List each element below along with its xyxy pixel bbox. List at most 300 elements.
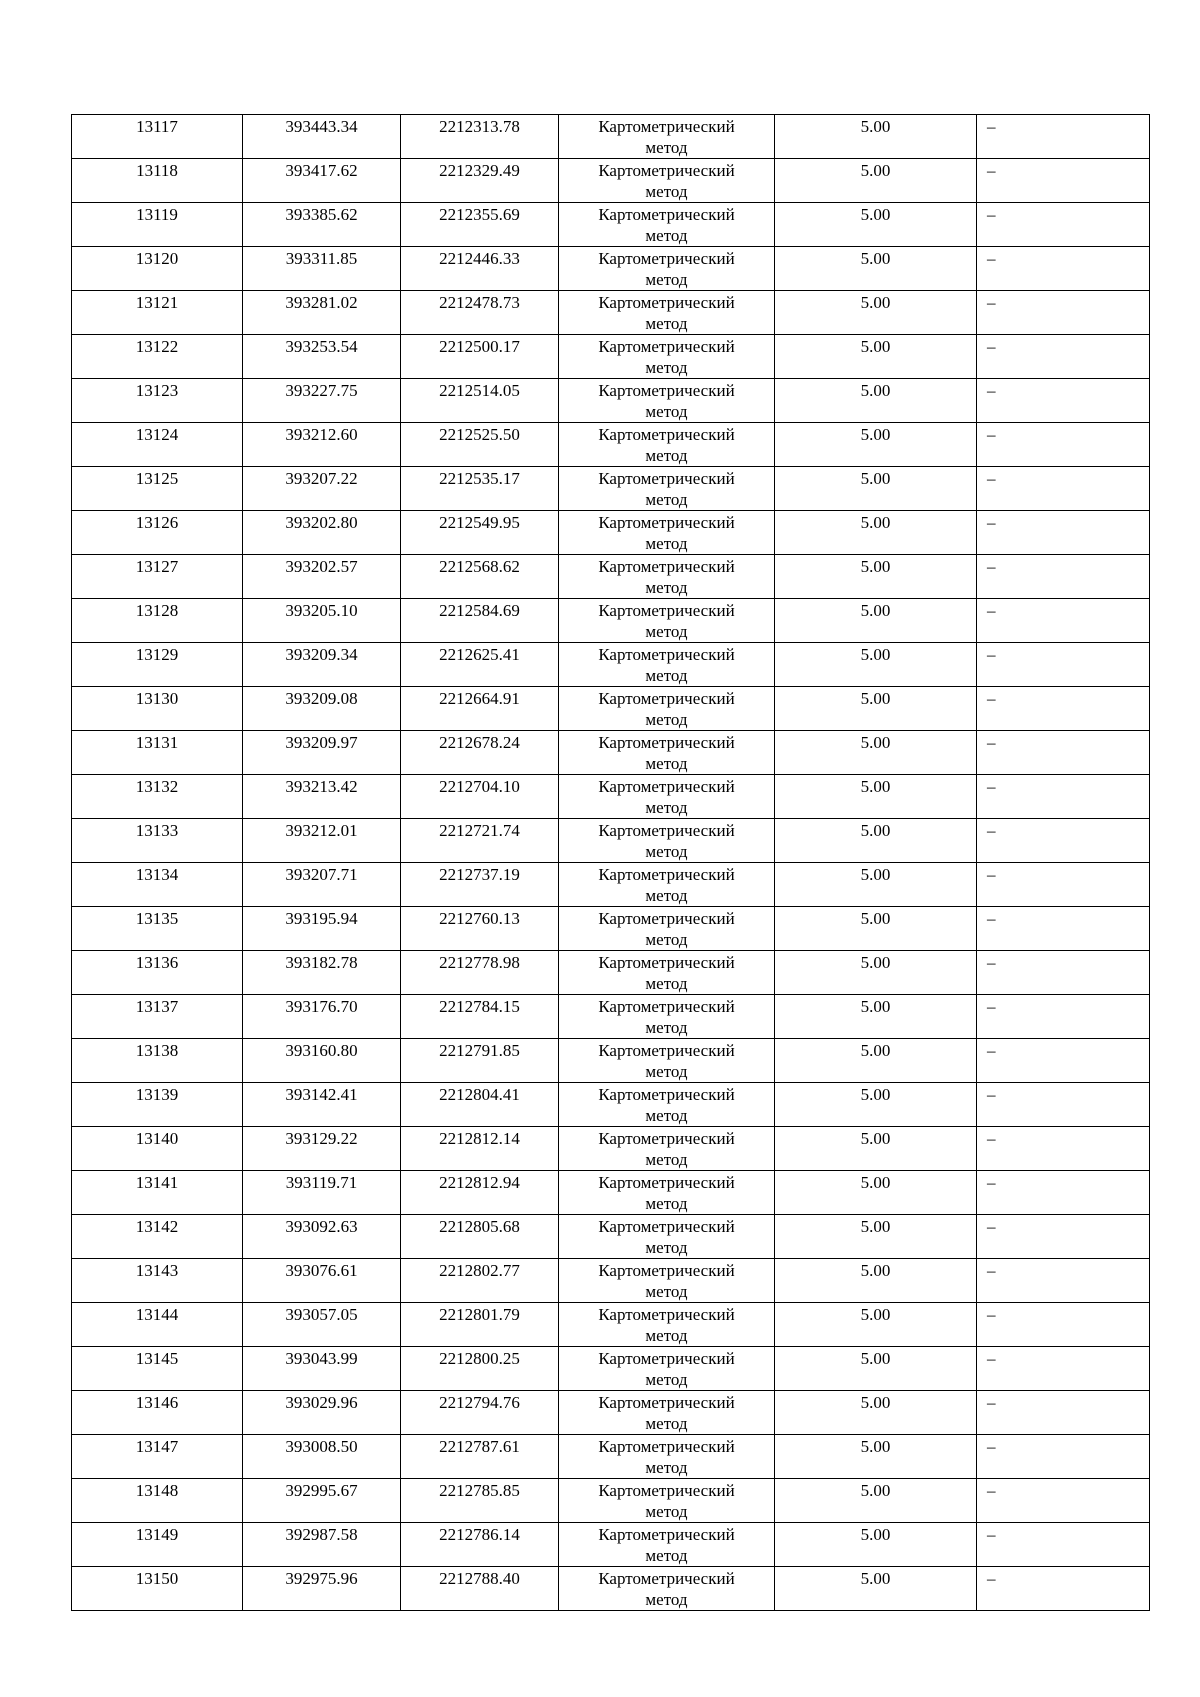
x-coordinate-cell: 393207.71: [243, 863, 401, 907]
method-cell: [559, 335, 775, 379]
y-coordinate-cell: 2212784.15: [401, 995, 559, 1039]
accuracy-cell: 5.00: [775, 731, 977, 775]
point-number-cell: 13138: [72, 1039, 243, 1083]
point-number-cell: 13120: [72, 247, 243, 291]
table-row: [72, 907, 1150, 951]
note-cell: –: [977, 555, 1150, 599]
method-cell: [559, 1303, 775, 1347]
accuracy-cell: 5.00: [775, 687, 977, 731]
method-cell: [559, 511, 775, 555]
point-number-cell: 13125: [72, 467, 243, 511]
point-number-cell: 13117: [72, 115, 243, 159]
point-number-cell: 13133: [72, 819, 243, 863]
accuracy-cell: 5.00: [775, 1215, 977, 1259]
note-cell: –: [977, 1127, 1150, 1171]
method-text-line1: Картометрический: [598, 293, 735, 312]
accuracy-cell: 5.00: [775, 819, 977, 863]
note-cell: –: [977, 1259, 1150, 1303]
accuracy-cell: 5.00: [775, 1391, 977, 1435]
x-coordinate-cell: 393385.62: [243, 203, 401, 247]
y-coordinate-cell: 2212804.41: [401, 1083, 559, 1127]
y-coordinate-cell: 2212478.73: [401, 291, 559, 335]
x-coordinate-cell: 393205.10: [243, 599, 401, 643]
point-number-cell: 13128: [72, 599, 243, 643]
accuracy-cell: 5.00: [775, 1303, 977, 1347]
accuracy-cell: 5.00: [775, 951, 977, 995]
table-row: [72, 1303, 1150, 1347]
accuracy-cell: 5.00: [775, 423, 977, 467]
method-text-line1: Картометрический: [598, 865, 735, 884]
accuracy-cell: 5.00: [775, 863, 977, 907]
method-text-line1: Картометрический: [598, 381, 735, 400]
table-row: [72, 995, 1150, 1039]
point-number-cell: 13141: [72, 1171, 243, 1215]
method-text-line2: метод: [645, 182, 688, 201]
table-row: [72, 599, 1150, 643]
x-coordinate-cell: 393212.01: [243, 819, 401, 863]
table-row: [72, 291, 1150, 335]
point-number-cell: 13121: [72, 291, 243, 335]
y-coordinate-cell: 2212535.17: [401, 467, 559, 511]
point-number-cell: 13129: [72, 643, 243, 687]
x-coordinate-cell: 393417.62: [243, 159, 401, 203]
method-cell: [559, 467, 775, 511]
point-number-cell: 13145: [72, 1347, 243, 1391]
coordinates-table: [71, 114, 1150, 1611]
x-coordinate-cell: 393092.63: [243, 1215, 401, 1259]
x-coordinate-cell: 393142.41: [243, 1083, 401, 1127]
accuracy-cell: 5.00: [775, 379, 977, 423]
note-cell: –: [977, 1567, 1150, 1611]
method-text-line1: Картометрический: [598, 1217, 735, 1236]
x-coordinate-cell: 393176.70: [243, 995, 401, 1039]
note-cell: –: [977, 115, 1150, 159]
accuracy-cell: 5.00: [775, 1567, 977, 1611]
method-cell: [559, 1391, 775, 1435]
accuracy-cell: 5.00: [775, 291, 977, 335]
method-cell: [559, 247, 775, 291]
method-text-line2: метод: [645, 358, 688, 377]
table-row: [72, 423, 1150, 467]
method-text-line2: метод: [645, 1370, 688, 1389]
method-text-line1: Картометрический: [598, 821, 735, 840]
note-cell: –: [977, 1083, 1150, 1127]
method-text-line1: Картометрический: [598, 1173, 735, 1192]
method-cell: [559, 687, 775, 731]
method-text-line2: метод: [645, 402, 688, 421]
method-text-line2: метод: [645, 226, 688, 245]
method-text-line1: Картометрический: [598, 1349, 735, 1368]
method-cell: [559, 379, 775, 423]
x-coordinate-cell: 393182.78: [243, 951, 401, 995]
y-coordinate-cell: 2212678.24: [401, 731, 559, 775]
method-cell: [559, 1259, 775, 1303]
note-cell: –: [977, 1479, 1150, 1523]
x-coordinate-cell: 393202.80: [243, 511, 401, 555]
note-cell: –: [977, 643, 1150, 687]
table-row: [72, 863, 1150, 907]
y-coordinate-cell: 2212446.33: [401, 247, 559, 291]
y-coordinate-cell: 2212785.85: [401, 1479, 559, 1523]
note-cell: –: [977, 423, 1150, 467]
table-row: [72, 1523, 1150, 1567]
note-cell: –: [977, 1391, 1150, 1435]
y-coordinate-cell: 2212514.05: [401, 379, 559, 423]
table-row: [72, 511, 1150, 555]
y-coordinate-cell: 2212549.95: [401, 511, 559, 555]
y-coordinate-cell: 2212791.85: [401, 1039, 559, 1083]
method-text-line2: метод: [645, 578, 688, 597]
accuracy-cell: 5.00: [775, 555, 977, 599]
method-text-line1: Картометрический: [598, 777, 735, 796]
method-text-line1: Картометрический: [598, 425, 735, 444]
point-number-cell: 13134: [72, 863, 243, 907]
method-text-line1: Картометрический: [598, 205, 735, 224]
accuracy-cell: 5.00: [775, 1083, 977, 1127]
y-coordinate-cell: 2212786.14: [401, 1523, 559, 1567]
method-text-line1: Картометрический: [598, 117, 735, 136]
y-coordinate-cell: 2212787.61: [401, 1435, 559, 1479]
table-row: [72, 247, 1150, 291]
method-text-line1: Картометрический: [598, 249, 735, 268]
x-coordinate-cell: 393129.22: [243, 1127, 401, 1171]
point-number-cell: 13126: [72, 511, 243, 555]
method-cell: [559, 731, 775, 775]
x-coordinate-cell: 393043.99: [243, 1347, 401, 1391]
y-coordinate-cell: 2212760.13: [401, 907, 559, 951]
table-row: [72, 159, 1150, 203]
method-text-line1: Картометрический: [598, 1437, 735, 1456]
method-text-line1: Картометрический: [598, 557, 735, 576]
table-row: [72, 1215, 1150, 1259]
note-cell: –: [977, 1435, 1150, 1479]
method-text-line1: Картометрический: [598, 337, 735, 356]
table-row: [72, 951, 1150, 995]
point-number-cell: 13142: [72, 1215, 243, 1259]
x-coordinate-cell: 393160.80: [243, 1039, 401, 1083]
y-coordinate-cell: 2212721.74: [401, 819, 559, 863]
note-cell: –: [977, 731, 1150, 775]
point-number-cell: 13136: [72, 951, 243, 995]
x-coordinate-cell: 393195.94: [243, 907, 401, 951]
accuracy-cell: 5.00: [775, 159, 977, 203]
table-row: [72, 1567, 1150, 1611]
point-number-cell: 13144: [72, 1303, 243, 1347]
x-coordinate-cell: 393209.97: [243, 731, 401, 775]
method-cell: [559, 1039, 775, 1083]
method-text-line2: метод: [645, 930, 688, 949]
x-coordinate-cell: 393227.75: [243, 379, 401, 423]
method-text-line1: Картометрический: [598, 161, 735, 180]
method-text-line2: метод: [645, 1018, 688, 1037]
accuracy-cell: 5.00: [775, 467, 977, 511]
method-cell: [559, 907, 775, 951]
table-row: [72, 115, 1150, 159]
table-row: [72, 1083, 1150, 1127]
table-row: [72, 775, 1150, 819]
x-coordinate-cell: 393202.57: [243, 555, 401, 599]
method-cell: [559, 1347, 775, 1391]
x-coordinate-cell: 393311.85: [243, 247, 401, 291]
note-cell: –: [977, 599, 1150, 643]
method-cell: [559, 1523, 775, 1567]
note-cell: –: [977, 687, 1150, 731]
y-coordinate-cell: 2212778.98: [401, 951, 559, 995]
method-text-line1: Картометрический: [598, 1481, 735, 1500]
note-cell: –: [977, 467, 1150, 511]
point-number-cell: 13132: [72, 775, 243, 819]
method-text-line2: метод: [645, 1546, 688, 1565]
method-text-line1: Картометрический: [598, 909, 735, 928]
point-number-cell: 13135: [72, 907, 243, 951]
y-coordinate-cell: 2212805.68: [401, 1215, 559, 1259]
table-row: [72, 1171, 1150, 1215]
method-cell: [559, 1567, 775, 1611]
method-text-line2: метод: [645, 1194, 688, 1213]
method-text-line2: метод: [645, 1414, 688, 1433]
x-coordinate-cell: 392987.58: [243, 1523, 401, 1567]
point-number-cell: 13131: [72, 731, 243, 775]
method-cell: [559, 1479, 775, 1523]
x-coordinate-cell: 393212.60: [243, 423, 401, 467]
point-number-cell: 13146: [72, 1391, 243, 1435]
note-cell: –: [977, 335, 1150, 379]
x-coordinate-cell: 392975.96: [243, 1567, 401, 1611]
y-coordinate-cell: 2212500.17: [401, 335, 559, 379]
y-coordinate-cell: 2212313.78: [401, 115, 559, 159]
y-coordinate-cell: 2212737.19: [401, 863, 559, 907]
table-row: [72, 819, 1150, 863]
method-text-line2: метод: [645, 798, 688, 817]
point-number-cell: 13119: [72, 203, 243, 247]
method-text-line2: метод: [645, 1106, 688, 1125]
note-cell: –: [977, 1171, 1150, 1215]
point-number-cell: 13147: [72, 1435, 243, 1479]
method-text-line1: Картометрический: [598, 733, 735, 752]
method-text-line1: Картометрический: [598, 997, 735, 1016]
point-number-cell: 13124: [72, 423, 243, 467]
accuracy-cell: 5.00: [775, 599, 977, 643]
x-coordinate-cell: 393057.05: [243, 1303, 401, 1347]
table-row: [72, 203, 1150, 247]
accuracy-cell: 5.00: [775, 775, 977, 819]
method-text-line2: метод: [645, 842, 688, 861]
method-text-line2: метод: [645, 886, 688, 905]
method-text-line2: метод: [645, 1326, 688, 1345]
table-row: [72, 1259, 1150, 1303]
y-coordinate-cell: 2212812.94: [401, 1171, 559, 1215]
accuracy-cell: 5.00: [775, 907, 977, 951]
method-cell: [559, 775, 775, 819]
note-cell: –: [977, 1039, 1150, 1083]
point-number-cell: 13137: [72, 995, 243, 1039]
x-coordinate-cell: 393209.34: [243, 643, 401, 687]
y-coordinate-cell: 2212788.40: [401, 1567, 559, 1611]
table-row: [72, 555, 1150, 599]
note-cell: –: [977, 775, 1150, 819]
note-cell: –: [977, 907, 1150, 951]
note-cell: –: [977, 511, 1150, 555]
method-text-line2: метод: [645, 138, 688, 157]
method-text-line1: Картометрический: [598, 469, 735, 488]
method-cell: [559, 1171, 775, 1215]
point-number-cell: 13118: [72, 159, 243, 203]
table-row: [72, 643, 1150, 687]
method-text-line2: метод: [645, 622, 688, 641]
method-text-line2: метод: [645, 1062, 688, 1081]
accuracy-cell: 5.00: [775, 1523, 977, 1567]
method-text-line2: метод: [645, 1238, 688, 1257]
table-row: [72, 1039, 1150, 1083]
table-row: [72, 687, 1150, 731]
y-coordinate-cell: 2212355.69: [401, 203, 559, 247]
x-coordinate-cell: 393076.61: [243, 1259, 401, 1303]
y-coordinate-cell: 2212794.76: [401, 1391, 559, 1435]
method-cell: [559, 1215, 775, 1259]
method-cell: [559, 995, 775, 1039]
table-row: [72, 335, 1150, 379]
note-cell: –: [977, 951, 1150, 995]
point-number-cell: 13123: [72, 379, 243, 423]
accuracy-cell: 5.00: [775, 1347, 977, 1391]
method-text-line2: метод: [645, 534, 688, 553]
table-row: [72, 1435, 1150, 1479]
note-cell: –: [977, 819, 1150, 863]
accuracy-cell: 5.00: [775, 247, 977, 291]
accuracy-cell: 5.00: [775, 115, 977, 159]
y-coordinate-cell: 2212800.25: [401, 1347, 559, 1391]
note-cell: –: [977, 1523, 1150, 1567]
table-row: [72, 1127, 1150, 1171]
method-cell: [559, 555, 775, 599]
method-text-line2: метод: [645, 1502, 688, 1521]
method-cell: [559, 863, 775, 907]
x-coordinate-cell: 393008.50: [243, 1435, 401, 1479]
accuracy-cell: 5.00: [775, 203, 977, 247]
method-text-line1: Картометрический: [598, 1305, 735, 1324]
x-coordinate-cell: 393253.54: [243, 335, 401, 379]
y-coordinate-cell: 2212329.49: [401, 159, 559, 203]
method-text-line2: метод: [645, 1590, 688, 1609]
method-text-line2: метод: [645, 1282, 688, 1301]
method-text-line1: Картометрический: [598, 689, 735, 708]
method-cell: [559, 423, 775, 467]
y-coordinate-cell: 2212802.77: [401, 1259, 559, 1303]
method-text-line2: метод: [645, 1150, 688, 1169]
y-coordinate-cell: 2212525.50: [401, 423, 559, 467]
method-cell: [559, 159, 775, 203]
y-coordinate-cell: 2212625.41: [401, 643, 559, 687]
coordinates-table-body: [72, 115, 1150, 1611]
point-number-cell: 13127: [72, 555, 243, 599]
accuracy-cell: 5.00: [775, 1171, 977, 1215]
method-cell: [559, 599, 775, 643]
table-row: [72, 1479, 1150, 1523]
method-text-line2: метод: [645, 270, 688, 289]
y-coordinate-cell: 2212584.69: [401, 599, 559, 643]
method-text-line1: Картометрический: [598, 1041, 735, 1060]
x-coordinate-cell: 393119.71: [243, 1171, 401, 1215]
note-cell: –: [977, 1347, 1150, 1391]
point-number-cell: 13140: [72, 1127, 243, 1171]
x-coordinate-cell: 393443.34: [243, 115, 401, 159]
method-cell: [559, 115, 775, 159]
method-text-line1: Картометрический: [598, 645, 735, 664]
accuracy-cell: 5.00: [775, 1127, 977, 1171]
table-row: [72, 379, 1150, 423]
method-text-line1: Картометрический: [598, 1261, 735, 1280]
note-cell: –: [977, 291, 1150, 335]
method-cell: [559, 203, 775, 247]
y-coordinate-cell: 2212664.91: [401, 687, 559, 731]
method-text-line1: Картометрический: [598, 1129, 735, 1148]
method-cell: [559, 819, 775, 863]
accuracy-cell: 5.00: [775, 1479, 977, 1523]
point-number-cell: 13122: [72, 335, 243, 379]
accuracy-cell: 5.00: [775, 995, 977, 1039]
accuracy-cell: 5.00: [775, 1259, 977, 1303]
method-text-line2: метод: [645, 1458, 688, 1477]
y-coordinate-cell: 2212568.62: [401, 555, 559, 599]
note-cell: –: [977, 247, 1150, 291]
method-text-line1: Картометрический: [598, 513, 735, 532]
y-coordinate-cell: 2212704.10: [401, 775, 559, 819]
method-text-line1: Картометрический: [598, 1525, 735, 1544]
method-text-line2: метод: [645, 446, 688, 465]
note-cell: –: [977, 159, 1150, 203]
method-text-line2: метод: [645, 754, 688, 773]
x-coordinate-cell: 393213.42: [243, 775, 401, 819]
note-cell: –: [977, 1303, 1150, 1347]
accuracy-cell: 5.00: [775, 1435, 977, 1479]
method-cell: [559, 1083, 775, 1127]
accuracy-cell: 5.00: [775, 511, 977, 555]
accuracy-cell: 5.00: [775, 335, 977, 379]
note-cell: –: [977, 995, 1150, 1039]
method-text-line1: Картометрический: [598, 1085, 735, 1104]
method-cell: [559, 1127, 775, 1171]
point-number-cell: 13150: [72, 1567, 243, 1611]
note-cell: –: [977, 1215, 1150, 1259]
note-cell: –: [977, 203, 1150, 247]
note-cell: –: [977, 379, 1150, 423]
method-text-line2: метод: [645, 666, 688, 685]
table-row: [72, 731, 1150, 775]
point-number-cell: 13139: [72, 1083, 243, 1127]
method-cell: [559, 643, 775, 687]
x-coordinate-cell: 393029.96: [243, 1391, 401, 1435]
method-text-line2: метод: [645, 314, 688, 333]
method-cell: [559, 1435, 775, 1479]
x-coordinate-cell: 393207.22: [243, 467, 401, 511]
point-number-cell: 13148: [72, 1479, 243, 1523]
point-number-cell: 13130: [72, 687, 243, 731]
method-cell: [559, 951, 775, 995]
x-coordinate-cell: 393209.08: [243, 687, 401, 731]
point-number-cell: 13143: [72, 1259, 243, 1303]
method-text-line2: метод: [645, 974, 688, 993]
method-text-line2: метод: [645, 490, 688, 509]
method-text-line1: Картометрический: [598, 601, 735, 620]
method-text-line2: метод: [645, 710, 688, 729]
y-coordinate-cell: 2212812.14: [401, 1127, 559, 1171]
point-number-cell: 13149: [72, 1523, 243, 1567]
table-row: [72, 1347, 1150, 1391]
note-cell: –: [977, 863, 1150, 907]
method-text-line1: Картометрический: [598, 1393, 735, 1412]
method-text-line1: Картометрический: [598, 1569, 735, 1588]
y-coordinate-cell: 2212801.79: [401, 1303, 559, 1347]
